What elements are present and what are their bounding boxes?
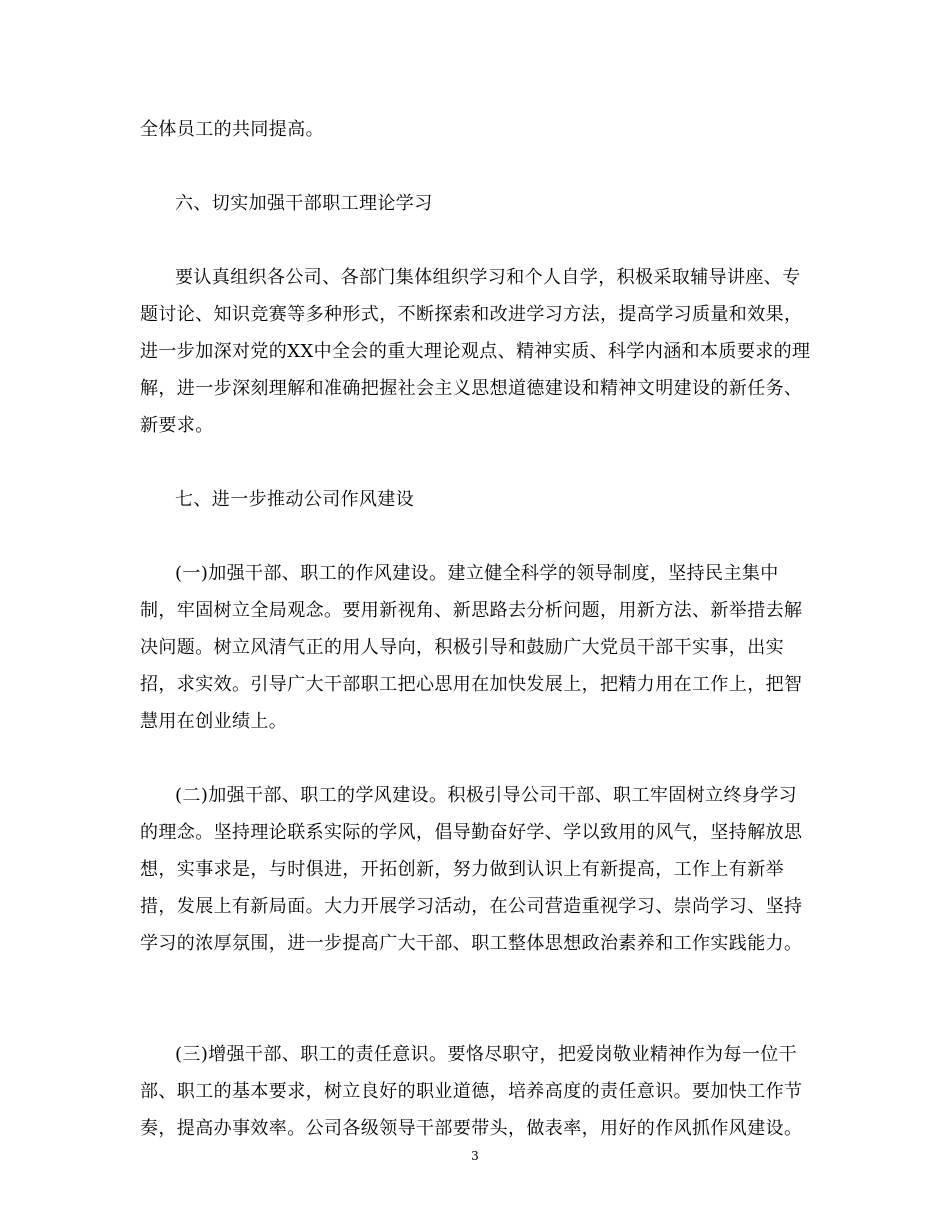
page-number: 3 <box>471 1149 479 1163</box>
paragraph-continuation: 全体员工的共同提高。 <box>140 119 324 140</box>
paragraph-work-style: (一)加强干部、职工的作风建设。建立健全科学的领导制度，坚持民主集中制，牢固树立全局观念。要用新视角、新思路去分析问题，用新方法、新举措去解决问题。树立风清气正的用人导向，积极引导和鼓励广大党员干部干实事，出实招，求实效。引导广大干部职工把心思用在加快发展上，把精力用在工作上，把智慧用在创业绩上。 <box>140 563 803 732</box>
paragraph-study: 要认真组织各公司、各部门集体组织学习和个人自学，积极采取辅导讲座、专题讨论、知识竞赛等多种形式，不断探索和改进学习方法，提高学习质量和效果，进一步加深对党的XX中全会的重大理论观点、精神实质、科学内涵和本质要求的理解，进一步深刻理解和准确把握社会主义思想道德建设和精神文明建设的新任务、新要求。 <box>140 267 811 436</box>
section-heading-six: 六、切实加强干部职工理论学习 <box>175 193 433 214</box>
section-heading-seven: 七、进一步推动公司作风建设 <box>175 489 415 510</box>
paragraph-study-style: (二)加强干部、职工的学风建设。积极引导公司干部、职工牢固树立终身学习的理念。坚持理论联系实际的学风，倡导勤奋好学、学以致用的风气，坚持解放思想，实事求是，与时俱进，开拓创新，努力做到认识上有新提高，工作上有新举措，发展上有新局面。大力开展学习活动，在公司营造重视学习、崇尚学习、坚持学习的浓厚氛围，进一步提高广大干部、职工整体思想政治素养和工作实践能力。 <box>140 785 803 954</box>
paragraph-responsibility: (三)增强干部、职工的责任意识。要恪尽职守，把爱岗敬业精神作为每一位干部、职工的基本要求，树立良好的职业道德，培养高度的责任意识。要加快工作节奏，提高办事效率。公司各级领导干部要带头，做表率，用好的作风抓作风建设。 <box>140 1044 803 1139</box>
